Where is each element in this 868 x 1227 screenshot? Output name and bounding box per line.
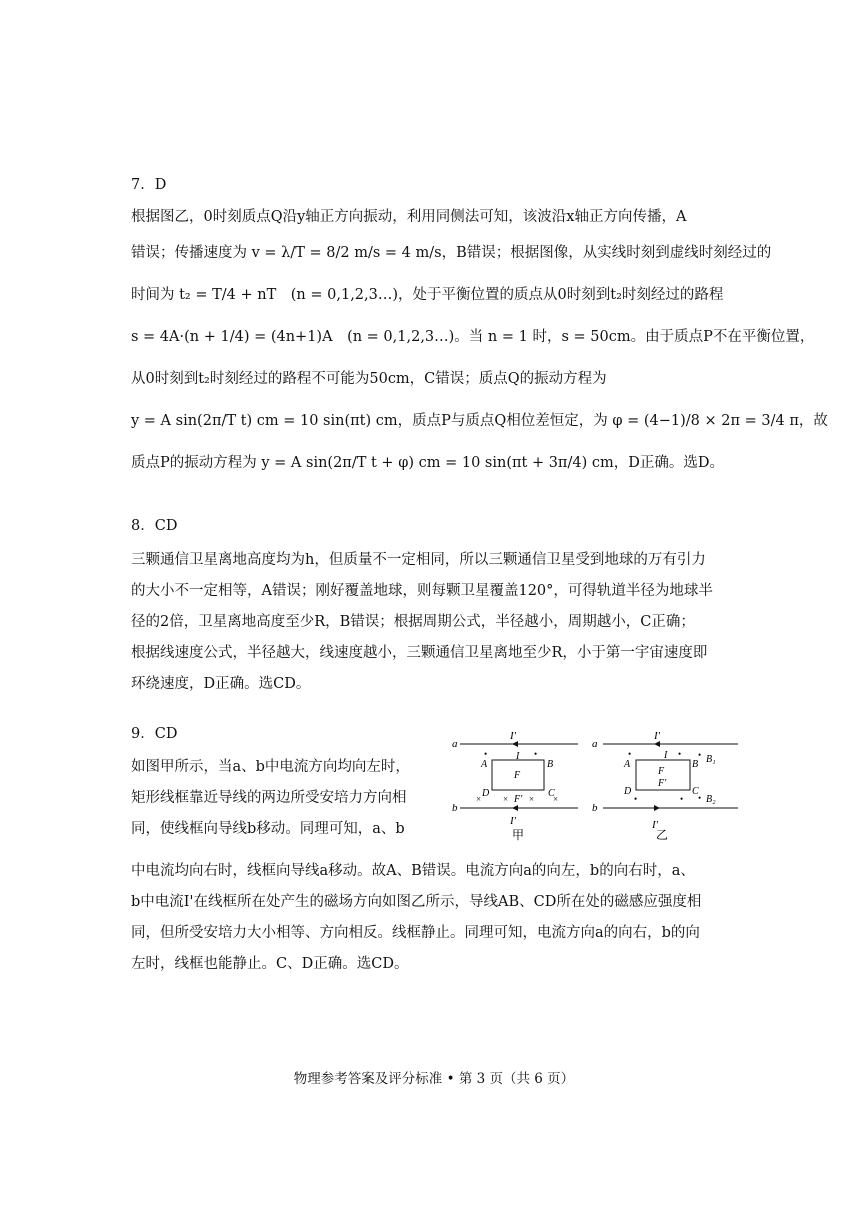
corner-a-label: A: [624, 759, 631, 770]
q9-line: 同，但所受安培力大小相等、方向相反。线框静止。同理可知，电流方向a的向右，b的向: [131, 925, 700, 941]
q9-line: 矩形线框靠近导线的两边所受安培力方向相: [131, 790, 407, 806]
corner-c-label: C: [692, 786, 699, 797]
wire-a-label: a: [592, 738, 598, 750]
q8-line: 径的2倍，卫星离地高度至少R，B错误；根据周期公式，半径越小，周期越小，C正确；: [131, 614, 695, 630]
field-cross-icon: ×: [553, 794, 559, 804]
field-cross-icon: ×: [503, 794, 509, 804]
corner-b-label: B: [692, 759, 699, 770]
q9-line: 如图甲所示，当a、b中电流方向均向左时，: [131, 759, 410, 775]
q7-line: 质点P的振动方程为 y = A sin(2π/T t + φ) cm = 10 sin(πt + 3π/4) cm，D正确。选D。: [131, 455, 724, 471]
current-prime-label: I′: [510, 815, 517, 827]
current-label: I: [664, 750, 668, 761]
q9-body-left: [131, 752, 431, 845]
page-footer: 物理参考答案及评分标准 • 第 3 页（共 6 页）: [293, 1071, 575, 1087]
field-cross-icon: ×: [529, 794, 535, 804]
force-label: F: [514, 770, 521, 781]
q7-line: 错误；传播速度为 v = λ/T = 8/2 m/s = 4 m/s，B错误；根据图像，从实线时刻到虚线时刻经过的: [131, 245, 772, 261]
corner-c-label: C: [548, 788, 555, 799]
current-prime-label: I′: [510, 730, 517, 742]
wire-b-label: b: [452, 802, 458, 814]
corner-b-label: B: [547, 759, 554, 770]
q7-number: 7．D: [131, 177, 167, 193]
caption-right: 乙: [656, 828, 669, 842]
q9-body-full: [131, 856, 739, 980]
field-dot-icon: •: [680, 794, 684, 804]
q9-line: 左时，线框也能静止。C、D正确。选CD。: [131, 956, 409, 972]
field-dot-icon: •: [698, 750, 702, 760]
q7-line: 从0时刻到t₂时刻经过的路程不可能为50cm，C错误；质点Q的振动方程为: [131, 371, 607, 387]
figure-left: [452, 730, 578, 842]
q9-figure: [448, 722, 742, 847]
q7-line: s = 4A·(n + 1/4) = (4n+1)A (n = 0,1,2,3…)。当 n = 1 时，s = 50cm。由于质点P不在平衡位置，: [131, 329, 815, 345]
field-b2-label: B₂: [706, 794, 716, 805]
q7-line: 时间为 t₂ = T/4 + nT (n = 0,1,2,3…)，处于平衡位置的质点从0时刻到t₂时刻经过的路程: [131, 287, 724, 303]
force-prime-label: F′: [658, 778, 667, 789]
field-dot-icon: •: [678, 749, 682, 759]
q7-line: 根据图乙，0时刻质点Q沿y轴正方向振动，利用同侧法可知，该波沿x轴正方向传播，A: [131, 209, 687, 225]
q9-line: 同，使线框向导线b移动。同理可知，a、b: [131, 821, 405, 837]
wire-a-label: a: [452, 738, 458, 750]
field-cross-icon: ×: [476, 794, 482, 804]
q8-number: 8．CD: [131, 518, 178, 534]
wire-b-label: b: [592, 802, 598, 814]
force-prime-label: F′: [514, 794, 523, 805]
caption-left: 甲: [512, 828, 525, 842]
field-dot-icon: •: [534, 749, 538, 759]
q9-line: 中电流均向右时，线框向导线a移动。故A、B错误。电流方向a的向左，b的向右时，a、: [131, 863, 695, 879]
field-dot-icon: •: [484, 749, 488, 759]
current-label: I: [516, 751, 520, 762]
q7-line: y = A sin(2π/T t) cm = 10 sin(πt) cm，质点P与质点Q相位差恒定，为 φ = (4−1)/8 × 2π = 3/4 π，故: [131, 413, 828, 429]
q8-line: 的大小不一定相等，A错误；刚好覆盖地球，则每颗卫星覆盖120°，可得轨道半径为地球半: [131, 583, 713, 599]
corner-d-label: D: [624, 786, 632, 797]
field-dot-icon: •: [634, 794, 638, 804]
q7-body: [131, 204, 828, 486]
q9-line: b中电流I'在线框所在处产生的磁场方向如图乙所示，导线AB、CD所在处的磁感应强度相: [131, 894, 702, 910]
q8-body: [131, 545, 739, 700]
corner-a-label: A: [481, 759, 488, 770]
q9-number: 9．CD: [131, 726, 178, 742]
current-prime-label: I′: [654, 730, 661, 742]
q8-line: 环绕速度，D正确。选CD。: [131, 676, 311, 692]
figure-right: [592, 730, 738, 842]
field-dot-icon: •: [698, 793, 702, 803]
force-label: F: [658, 766, 665, 777]
arrow-left-icon: [512, 805, 518, 811]
field-dot-icon: •: [628, 749, 632, 759]
arrow-right-icon: [654, 805, 660, 811]
q8-line: 根据线速度公式，半径越大，线速度越小，三颗通信卫星离地至少R，小于第一宇宙速度即: [131, 645, 708, 661]
current-prime-label: I′: [652, 819, 659, 831]
q8-line: 三颗通信卫星离地高度均为h，但质量不一定相同，所以三颗通信卫星受到地球的万有引力: [131, 552, 706, 568]
field-b1-label: B₁: [706, 754, 716, 765]
corner-d-label: D: [482, 788, 490, 799]
